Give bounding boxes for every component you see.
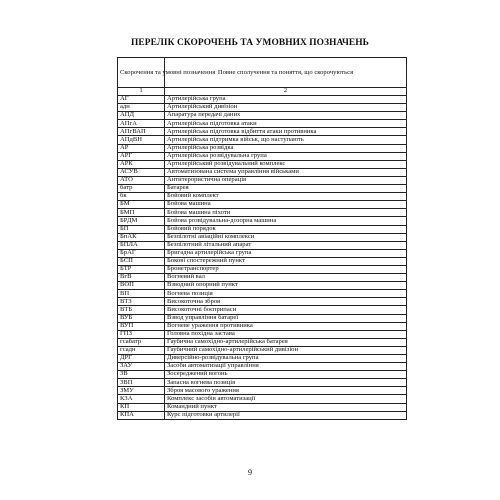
- abbreviation-cell: КЗА: [118, 395, 165, 403]
- table-row: [118, 298, 407, 306]
- abbreviation-cell: БТР: [118, 265, 165, 273]
- table-header-row: [118, 58, 407, 88]
- full-term-cell: Артилерійський розвідувальний комплекс: [165, 160, 407, 168]
- full-term-cell: Безпілотний літальний апарат: [165, 241, 407, 249]
- abbreviation-cell: гсабатр: [118, 338, 165, 346]
- table-row: [118, 120, 407, 128]
- abbreviation-cell: КПА: [118, 411, 165, 419]
- table-row: [118, 371, 407, 379]
- abbreviation-cell: АРГ: [118, 152, 165, 160]
- full-term-cell: Гаубичний самохідно-артилерійський дивізіон: [165, 346, 407, 354]
- table-row: [118, 411, 407, 419]
- abbreviation-cell: адн: [118, 104, 165, 112]
- table-row: [118, 322, 407, 330]
- abbreviation-cell: ВУП: [118, 322, 165, 330]
- abbreviation-cell: БрАГ: [118, 249, 165, 257]
- table-row: [118, 112, 407, 120]
- table-row: [118, 144, 407, 152]
- table-row: [118, 201, 407, 209]
- abbreviation-cell: ВОП: [118, 282, 165, 290]
- table-column-numbers-row: [118, 88, 407, 96]
- full-term-cell: Безпілотні авіаційні комплекси: [165, 233, 407, 241]
- table-row: [118, 387, 407, 395]
- table-row: [118, 128, 407, 136]
- abbreviation-cell: гсадн: [118, 346, 165, 354]
- abbreviation-cell: ДРГ: [118, 355, 165, 363]
- full-term-cell: Запасна вогнева позиція: [165, 379, 407, 387]
- table-row: [118, 346, 407, 354]
- full-term-cell: Високоточні боєприпаси: [165, 306, 407, 314]
- abbreviation-cell: БП: [118, 225, 165, 233]
- table-row: [118, 233, 407, 241]
- full-term-cell: Артилерійська розвідувальна група: [165, 152, 407, 160]
- full-term-cell: Артилерійська розвідка: [165, 144, 407, 152]
- table-row: [118, 306, 407, 314]
- full-term-cell: Засоби автоматизації управління: [165, 363, 407, 371]
- table-row: [118, 403, 407, 411]
- abbreviations-table: [117, 57, 407, 420]
- full-term-cell: Бокові спостережний пункт: [165, 257, 407, 265]
- abbreviation-cell: АПдВН: [118, 136, 165, 144]
- table-row: [118, 104, 407, 112]
- abbreviation-cell: БМ: [118, 201, 165, 209]
- full-term-cell: Комплекс засобів автоматизації: [165, 395, 407, 403]
- full-term-cell: Артилерійський дивізіон: [165, 104, 407, 112]
- abbreviation-cell: АПгВАП: [118, 128, 165, 136]
- table-row: [118, 395, 407, 403]
- full-term-cell: Вогневе ураження противника: [165, 322, 407, 330]
- abbreviation-cell: АСУВ: [118, 168, 165, 176]
- full-term-cell: Взвод управління батареї: [165, 314, 407, 322]
- abbreviation-cell: ВТБ: [118, 306, 165, 314]
- abbreviation-cell: ВгВ: [118, 274, 165, 282]
- full-term-cell: Високоточна зброя: [165, 298, 407, 306]
- full-term-cell: Бойова машина: [165, 201, 407, 209]
- abbreviation-cell: ВП: [118, 290, 165, 298]
- full-term-cell: Курс підготовки артилерії: [165, 411, 407, 419]
- abbreviation-cell: БМП: [118, 209, 165, 217]
- full-term-cell: Бригадна артилерійська група: [165, 249, 407, 257]
- abbreviation-cell: АГ: [118, 96, 165, 104]
- full-term-cell: Вогневий вал: [165, 274, 407, 282]
- page-number: 9: [248, 468, 252, 477]
- full-term-cell: Взводний опорний пункт: [165, 282, 407, 290]
- full-term-cell: Бойова розвідувальна-дозорна машина: [165, 217, 407, 225]
- abbreviation-cell: БСП: [118, 257, 165, 265]
- header-abbreviation: Скорочення та умовні позначення: [118, 58, 165, 88]
- abbreviation-cell: ЗМУ: [118, 387, 165, 395]
- column-number-1: 1: [118, 88, 165, 96]
- full-term-cell: Батарея: [165, 185, 407, 193]
- table-row: [118, 241, 407, 249]
- full-term-cell: Артилерійська підготовка відбиття атаки противника: [165, 128, 407, 136]
- table-row: [118, 136, 407, 144]
- abbreviation-cell: ГПЗ: [118, 330, 165, 338]
- table-row: [118, 96, 407, 104]
- header-full-term: Повне сполучення та поняття, що скорочуються: [165, 58, 407, 88]
- full-term-cell: Апаратура передачі даних: [165, 112, 407, 120]
- table-row: [118, 225, 407, 233]
- full-term-cell: Бойовий порядок: [165, 225, 407, 233]
- table-row: [118, 355, 407, 363]
- full-term-cell: Бронетранспортер: [165, 265, 407, 273]
- abbreviation-cell: АТО: [118, 176, 165, 184]
- abbreviation-cell: БПЛА: [118, 241, 165, 249]
- abbreviation-cell: БпАК: [118, 233, 165, 241]
- table-row: [118, 265, 407, 273]
- table-row: [118, 168, 407, 176]
- abbreviation-cell: КП: [118, 403, 165, 411]
- column-number-2: 2: [165, 88, 407, 96]
- full-term-cell: Артилерійська група: [165, 96, 407, 104]
- table-row: [118, 290, 407, 298]
- page-title: ПЕРЕЛІК СКОРОЧЕНЬ ТА УМОВНИХ ПОЗНАЧЕНЬ: [131, 38, 369, 48]
- full-term-cell: Автоматизована система управління військами: [165, 168, 407, 176]
- table-body: [118, 96, 407, 420]
- full-term-cell: Вогнева позиція: [165, 290, 407, 298]
- abbreviation-cell: ВТЗ: [118, 298, 165, 306]
- full-term-cell: Антитерористична операція: [165, 176, 407, 184]
- table-row: [118, 282, 407, 290]
- abbreviation-cell: АПД: [118, 112, 165, 120]
- abbreviation-cell: ВУБ: [118, 314, 165, 322]
- abbreviation-cell: бк: [118, 193, 165, 201]
- table-row: [118, 249, 407, 257]
- abbreviation-cell: батр: [118, 185, 165, 193]
- full-term-cell: Артилерійська підтримка військ, що наступають: [165, 136, 407, 144]
- abbreviation-cell: АР: [118, 144, 165, 152]
- table-row: [118, 209, 407, 217]
- full-term-cell: Командний пункт: [165, 403, 407, 411]
- full-term-cell: Бойова машина піхоти: [165, 209, 407, 217]
- table-row: [118, 176, 407, 184]
- full-term-cell: Артилерійська підготовка атаки: [165, 120, 407, 128]
- table-row: [118, 217, 407, 225]
- table-row: [118, 363, 407, 371]
- full-term-cell: Зосереджений вогонь: [165, 371, 407, 379]
- full-term-cell: Бойовий комплект: [165, 193, 407, 201]
- table-row: [118, 257, 407, 265]
- abbreviation-cell: АПгА: [118, 120, 165, 128]
- full-term-cell: Зброя масового ураження: [165, 387, 407, 395]
- table-row: [118, 379, 407, 387]
- abbreviation-cell: АРК: [118, 160, 165, 168]
- table-row: [118, 274, 407, 282]
- abbreviation-cell: ЗВ: [118, 371, 165, 379]
- full-term-cell: Гаубична самохідно-артилерійська батарея: [165, 338, 407, 346]
- table-row: [118, 185, 407, 193]
- abbreviation-cell: БРДМ: [118, 217, 165, 225]
- abbreviation-cell: ЗАУ: [118, 363, 165, 371]
- full-term-cell: Диверсійно-розвідувальна група: [165, 355, 407, 363]
- abbreviation-cell: ЗВП: [118, 379, 165, 387]
- full-term-cell: Головна похідна застава: [165, 330, 407, 338]
- table-row: [118, 314, 407, 322]
- table-row: [118, 193, 407, 201]
